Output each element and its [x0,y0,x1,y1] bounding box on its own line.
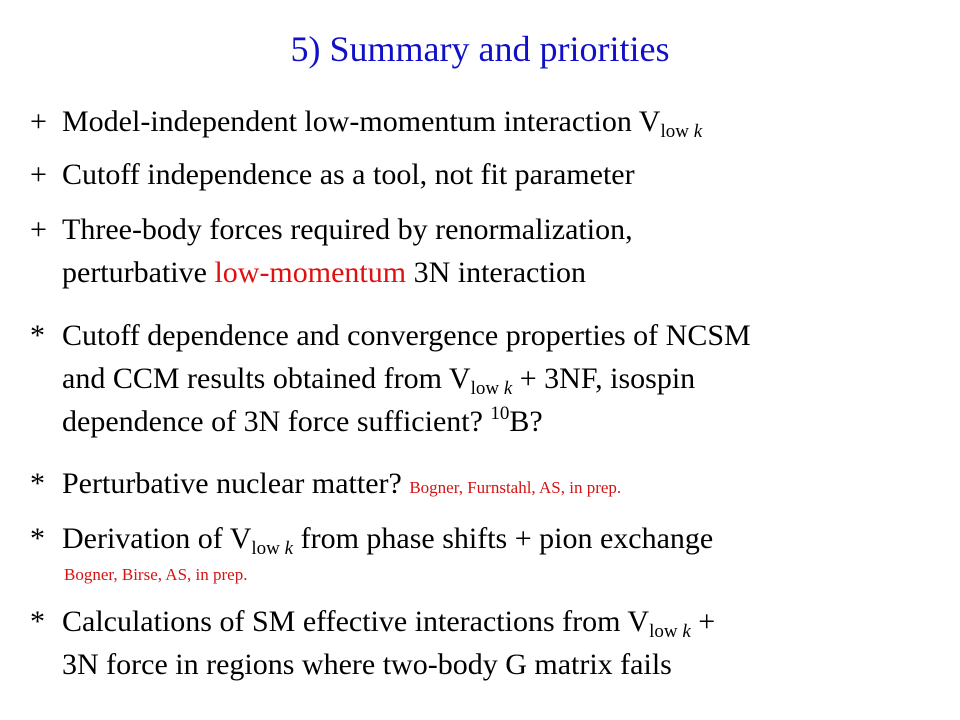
bullet-text: 3N interaction [406,256,587,289]
bullet-text: + 3NF, isospin [512,362,696,395]
bullet-text: Calculations of SM effective interactions from V [62,605,650,638]
bullet-text: Model-independent low-momentum interaction V [62,105,661,138]
bullet-marker: * [30,319,45,352]
bullet-marker: + [30,158,47,191]
bullet-marker: * [30,522,45,555]
bullet-item-5 [30,462,621,509]
bullet-text: Perturbative nuclear matter? [62,467,410,500]
bullet-item-7 [30,600,715,686]
slide-title: 5) Summary and priorities [290,29,670,69]
bullet-text: dependence of 3N force sufficient? [62,405,491,438]
bullet-marker: * [30,605,45,638]
bullet-text: from phase shifts + pion exchange [293,522,714,555]
bullet-item-6 [30,517,713,586]
bullet-text: B? [509,405,543,438]
highlighted-text: low-momentum [214,256,407,289]
bullet-text: Three-body forces required by renormalization, [62,213,633,246]
subscript: low k [649,621,691,642]
bullet-text: Cutoff independence as a tool, not fit parameter [62,158,635,191]
bullet-text: Derivation of V [62,522,252,555]
bullet-text: perturbative [62,256,215,289]
superscript: 10 [490,403,510,424]
bullet-text: Cutoff dependence and convergence properties of NCSM [62,319,751,352]
subscript: low k [470,378,513,399]
subscript: low k [251,538,294,559]
bullet-item-3 [30,208,633,294]
bullet-text: + [690,605,716,638]
citation: Bogner, Furnstahl, AS, in prep. [409,478,622,497]
bullet-text: 3N force in regions where two-body G matrix fails [62,648,672,681]
citation: Bogner, Birse, AS, in prep. [64,565,248,584]
subscript: low k [660,121,703,142]
bullet-item-1 [30,100,702,143]
bullet-item-2 [30,153,635,196]
bullet-marker: + [30,213,47,246]
bullet-text: and CCM results obtained from V [62,362,471,395]
bullet-marker: + [30,105,47,138]
bullet-item-4 [30,314,751,443]
bullet-marker: * [30,467,45,500]
